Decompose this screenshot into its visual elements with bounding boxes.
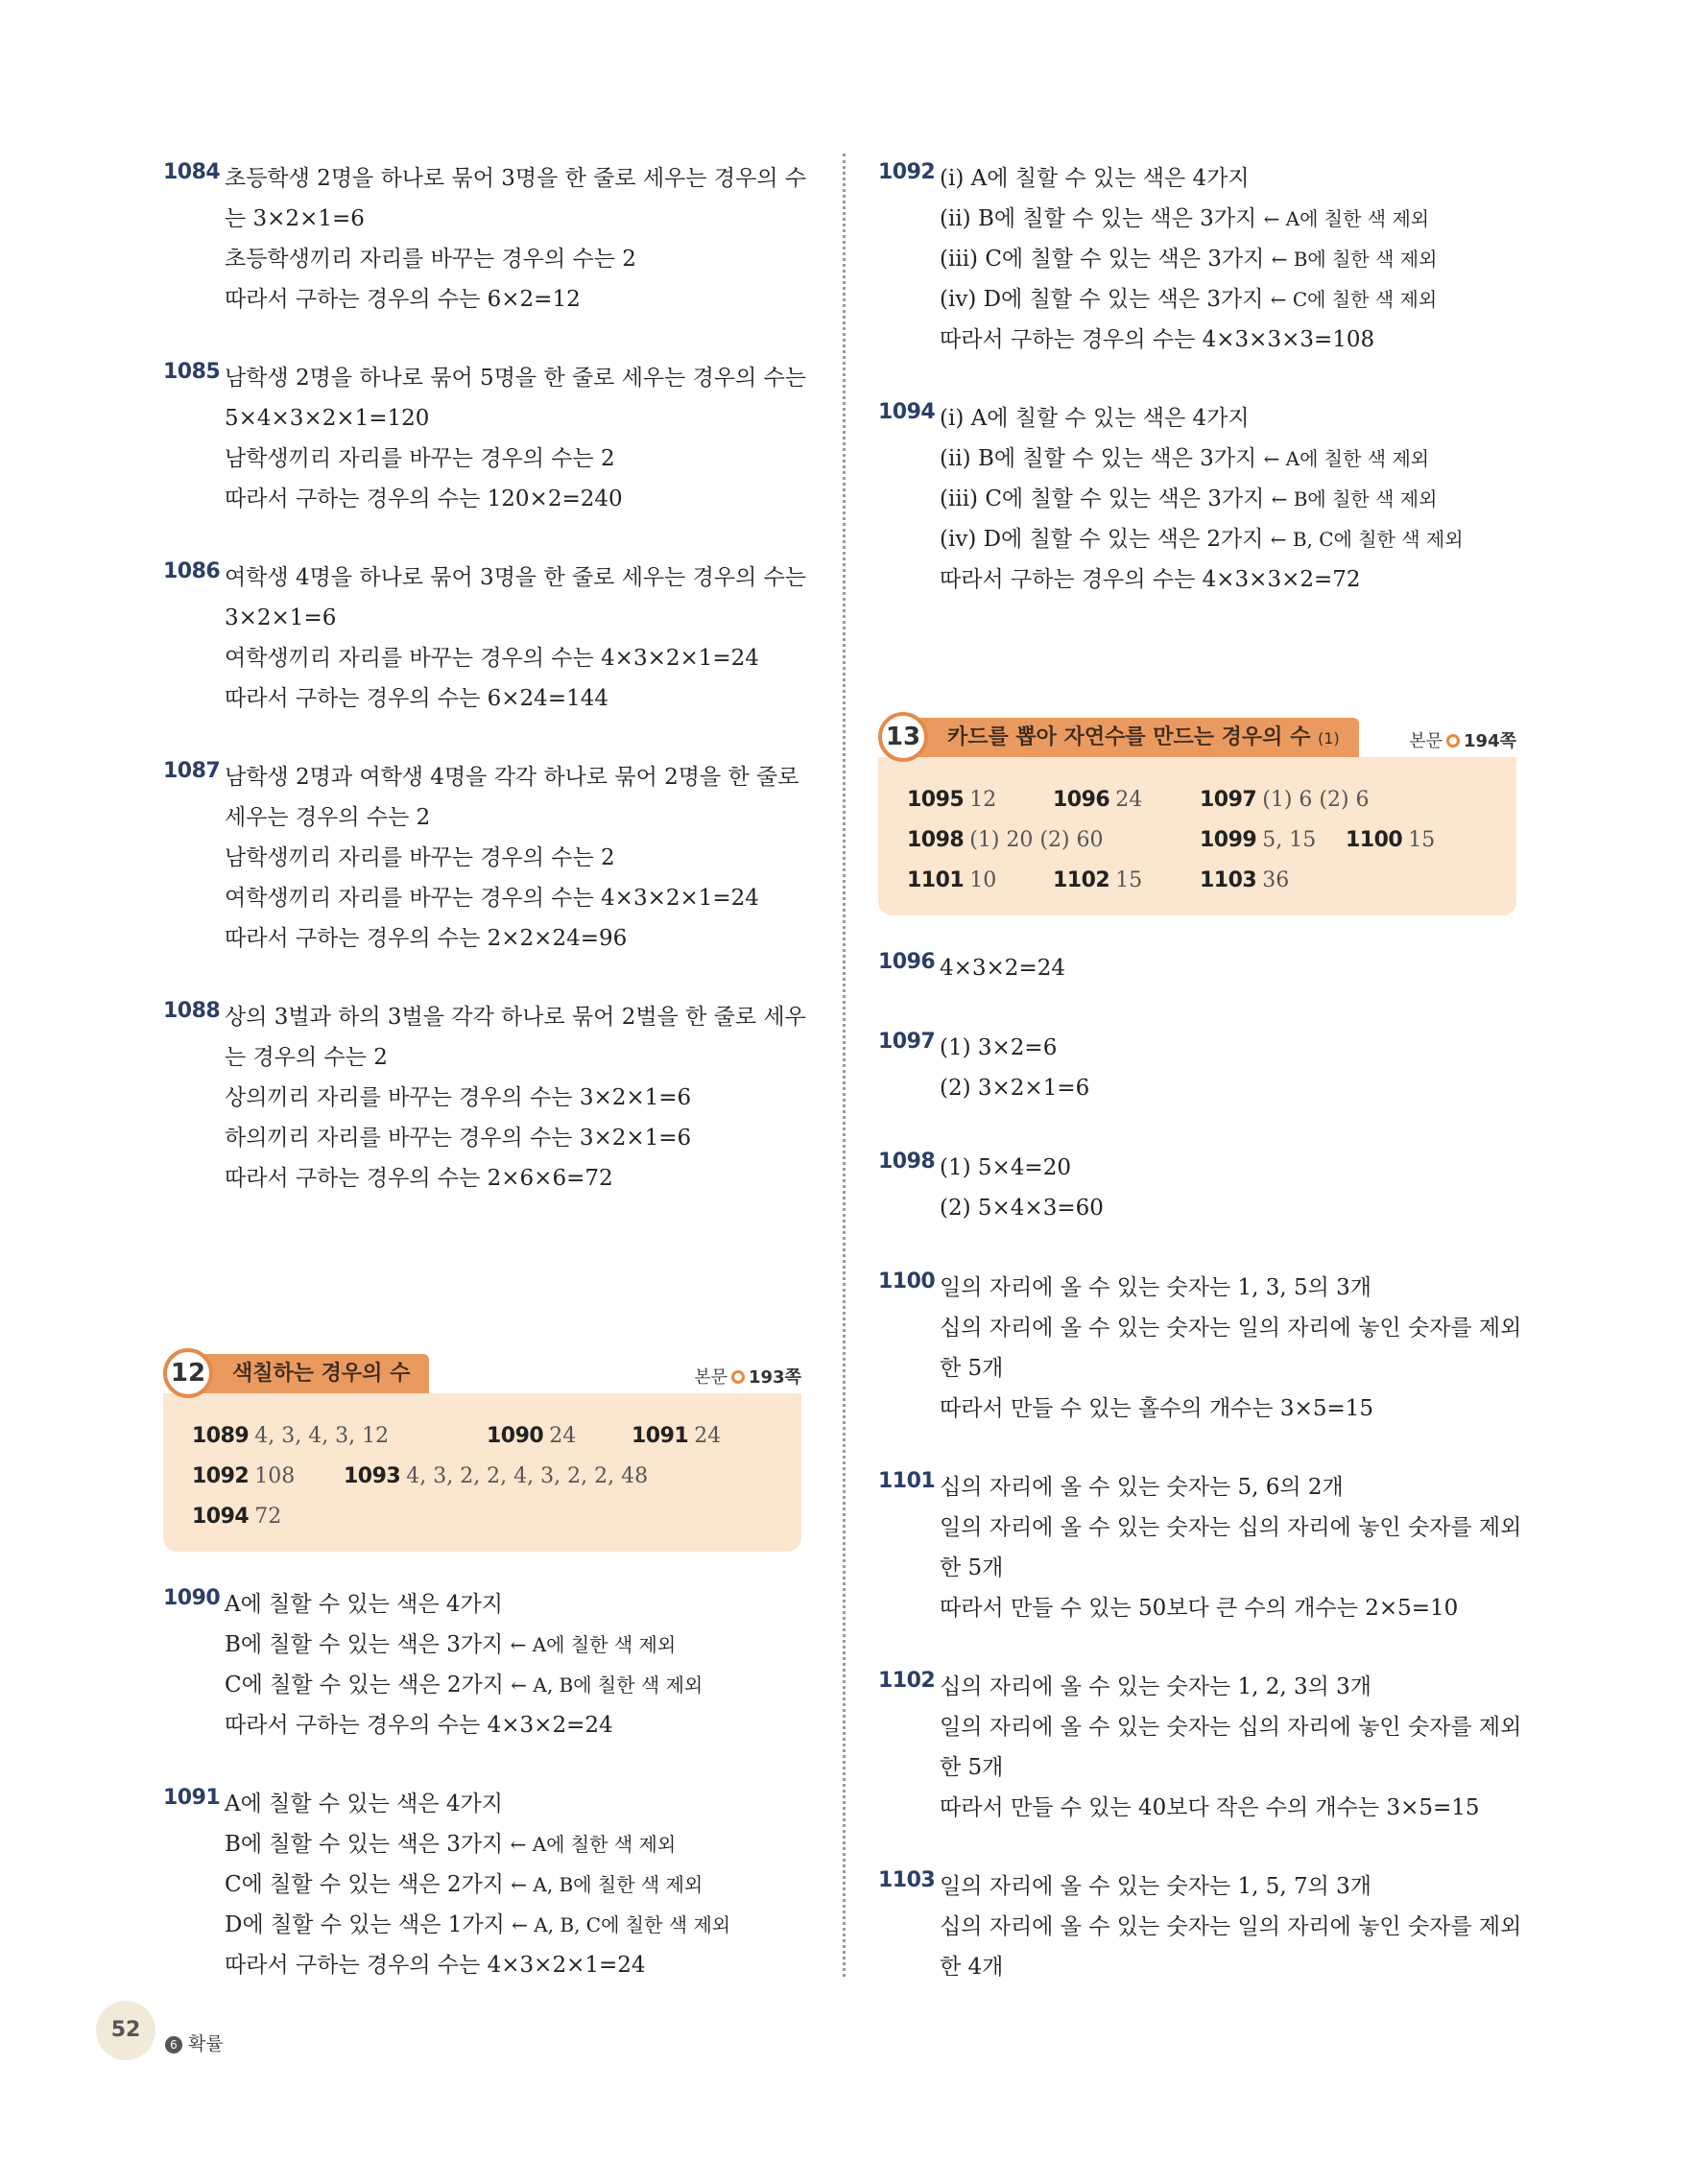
line-text: B에 칠할 수 있는 색은 3가지 bbox=[225, 1832, 504, 1857]
answer-value: 15 bbox=[1115, 868, 1143, 892]
answer-number: 1094 bbox=[192, 1505, 250, 1529]
answer-number: 1098 bbox=[907, 828, 965, 852]
line-text: A에 칠할 수 있는 색은 4가지 bbox=[225, 1592, 503, 1617]
solution-line bbox=[225, 1784, 816, 1824]
problem-1096 bbox=[878, 948, 1531, 988]
solution-line: 남학생 2명과 여학생 4명을 각각 하나로 묶어 2명을 한 줄로 bbox=[225, 765, 799, 790]
section-number: 13 bbox=[878, 712, 928, 762]
section-13-answers bbox=[878, 757, 1516, 915]
section-page-ref bbox=[694, 1364, 801, 1389]
answer-number: 1101 bbox=[907, 868, 965, 892]
problem-1088 bbox=[163, 997, 816, 1199]
answer-item bbox=[1053, 788, 1142, 812]
answer-item bbox=[192, 1464, 295, 1488]
answer-item bbox=[344, 1464, 648, 1488]
solution-line bbox=[940, 398, 1531, 439]
answer-item bbox=[1200, 868, 1289, 892]
section-title-text: 색칠하는 경우의 수 bbox=[232, 1362, 411, 1386]
problem-1098 bbox=[878, 1148, 1531, 1228]
line-text: B에 칠할 수 있는 색은 3가지 bbox=[225, 1632, 504, 1657]
answer-item bbox=[1053, 868, 1142, 892]
problem-1094 bbox=[878, 398, 1531, 600]
answer-value: 12 bbox=[969, 788, 997, 812]
solution-line: 4×3×2=24 bbox=[940, 956, 1065, 981]
line-text: D에 칠할 수 있는 색은 1가지 bbox=[225, 1912, 505, 1937]
solution-line: (1) 3×2=6 bbox=[940, 1035, 1058, 1060]
line-text: 따라서 구하는 경우의 수는 4×3×3×3=108 bbox=[940, 327, 1375, 352]
answer-number: 1091 bbox=[632, 1424, 689, 1448]
solution-line: 초등학생끼리 자리를 바꾸는 경우의 수는 2 bbox=[225, 247, 636, 272]
section-title-suffix: (1) bbox=[1318, 729, 1340, 748]
solution-line: 여학생끼리 자리를 바꾸는 경우의 수는 4×3×2×1=24 bbox=[225, 646, 759, 671]
answer-value: 10 bbox=[969, 868, 997, 892]
answer-item bbox=[1346, 828, 1435, 852]
chapter-number-icon: 6 bbox=[165, 2036, 182, 2053]
problem-1102 bbox=[878, 1667, 1531, 1828]
answer-value: 24 bbox=[694, 1424, 722, 1448]
solution-line: 일의 자리에 올 수 있는 숫자는 1, 5, 7의 3개 bbox=[940, 1874, 1372, 1899]
solution-line: 십의 자리에 올 수 있는 숫자는 5, 6의 2개 bbox=[940, 1475, 1344, 1500]
solution-line: 십의 자리에 올 수 있는 숫자는 일의 자리에 놓인 숫자를 제외 bbox=[940, 1316, 1522, 1341]
solution-line: 남학생끼리 자리를 바꾸는 경우의 수는 2 bbox=[225, 845, 615, 870]
section-page-ref bbox=[1409, 727, 1516, 752]
problem-number: 1092 bbox=[878, 160, 936, 184]
problem-number: 1097 bbox=[878, 1030, 936, 1054]
answer-value: (1) 20 (2) 60 bbox=[969, 828, 1104, 852]
answer-value: 24 bbox=[549, 1424, 577, 1448]
solution-line: 남학생 2명을 하나로 묶어 5명을 한 줄로 세우는 경우의 수는 bbox=[225, 366, 807, 391]
solution-line: 따라서 구하는 경우의 수는 2×6×6=72 bbox=[225, 1166, 613, 1191]
solution-line: 일의 자리에 올 수 있는 숫자는 십의 자리에 놓인 숫자를 제외 bbox=[940, 1715, 1522, 1740]
problem-1097 bbox=[878, 1028, 1531, 1108]
line-note: ← C에 칠한 색 제외 bbox=[1270, 288, 1438, 311]
solution-line bbox=[225, 1945, 816, 1985]
solution-line: 한 5개 bbox=[940, 1356, 1004, 1381]
line-note: ← A에 칠한 색 제외 bbox=[510, 1833, 677, 1856]
problem-number: 1103 bbox=[878, 1868, 936, 1892]
line-note: ← A, B, C에 칠한 색 제외 bbox=[512, 1913, 731, 1936]
line-note: ← B, C에 칠한 색 제외 bbox=[1270, 528, 1464, 551]
line-text: (ⅲ) C에 칠할 수 있는 색은 3가지 bbox=[940, 487, 1265, 511]
answer-item bbox=[1200, 788, 1370, 812]
line-note: ← A, B에 칠한 색 제외 bbox=[511, 1873, 703, 1896]
answer-number: 1093 bbox=[344, 1464, 401, 1488]
solution-line bbox=[225, 1824, 816, 1864]
solution-line bbox=[940, 279, 1531, 320]
solution-line: 세우는 경우의 수는 2 bbox=[225, 805, 431, 830]
answer-value: 4, 3, 2, 2, 4, 3, 2, 2, 48 bbox=[406, 1464, 649, 1488]
problem-number: 1102 bbox=[878, 1669, 936, 1693]
line-text: (ⅲ) C에 칠할 수 있는 색은 3가지 bbox=[940, 247, 1265, 272]
column-divider bbox=[843, 154, 846, 1977]
line-text: (ⅰ) A에 칠할 수 있는 색은 4가지 bbox=[940, 406, 1250, 431]
problem-1101 bbox=[878, 1467, 1531, 1628]
problem-number: 1101 bbox=[878, 1469, 936, 1493]
answer-value: 72 bbox=[254, 1505, 282, 1529]
line-text: (ⅳ) D에 칠할 수 있는 색은 2가지 bbox=[940, 527, 1264, 552]
answer-value: 4, 3, 4, 3, 12 bbox=[254, 1424, 390, 1448]
answer-value: 15 bbox=[1408, 828, 1436, 852]
solution-line: 하의끼리 자리를 바꾸는 경우의 수는 3×2×1=6 bbox=[225, 1126, 692, 1151]
line-text: (ⅳ) D에 칠할 수 있는 색은 3가지 bbox=[940, 287, 1264, 312]
answer-value: 24 bbox=[1115, 788, 1143, 812]
line-text: A에 칠할 수 있는 색은 4가지 bbox=[225, 1792, 503, 1816]
section-number: 12 bbox=[163, 1348, 213, 1398]
ref-label: 본문 bbox=[694, 1367, 728, 1388]
section-title bbox=[186, 1354, 429, 1394]
solution-line: 따라서 만들 수 있는 홀수의 개수는 3×5=15 bbox=[940, 1396, 1373, 1421]
section-title bbox=[901, 718, 1359, 758]
problem-number: 1084 bbox=[163, 160, 221, 184]
answer-value: 108 bbox=[254, 1464, 296, 1488]
problem-number: 1087 bbox=[163, 759, 221, 783]
ref-label: 본문 bbox=[1409, 731, 1443, 751]
solution-line: 상의끼리 자리를 바꾸는 경우의 수는 3×2×1=6 bbox=[225, 1085, 692, 1110]
problem-number: 1091 bbox=[163, 1786, 221, 1810]
solution-line: 따라서 구하는 경우의 수는 120×2=240 bbox=[225, 487, 623, 511]
problem-1087 bbox=[163, 757, 816, 959]
answer-item bbox=[907, 788, 996, 812]
answer-number: 1096 bbox=[1053, 788, 1110, 812]
solution-line bbox=[225, 1705, 816, 1745]
solution-line bbox=[940, 239, 1531, 279]
chapter-label bbox=[165, 2030, 224, 2055]
problem-number: 1086 bbox=[163, 559, 221, 583]
problem-1092 bbox=[878, 158, 1531, 360]
problem-1103 bbox=[878, 1866, 1531, 1987]
solution-line: 5×4×3×2×1=120 bbox=[225, 406, 430, 431]
answer-value: (1) 6 (2) 6 bbox=[1262, 788, 1370, 812]
answer-value: 5, 15 bbox=[1262, 828, 1317, 852]
line-note: ← A, B에 칠한 색 제외 bbox=[511, 1674, 703, 1697]
solution-line: 상의 3벌과 하의 3벌을 각각 하나로 묶어 2벌을 한 줄로 세우 bbox=[225, 1005, 806, 1030]
problem-number: 1096 bbox=[878, 950, 936, 974]
solution-line bbox=[940, 320, 1531, 360]
problem-1091 bbox=[163, 1784, 816, 1985]
line-note: ← A에 칠한 색 제외 bbox=[1263, 207, 1430, 230]
problem-1090 bbox=[163, 1584, 816, 1745]
solution-line bbox=[225, 1665, 816, 1705]
solution-line bbox=[940, 559, 1531, 600]
answer-item bbox=[192, 1505, 281, 1529]
answer-number: 1100 bbox=[1346, 828, 1403, 852]
problem-1086 bbox=[163, 558, 816, 719]
solution-line bbox=[940, 439, 1531, 479]
answer-item bbox=[907, 828, 1104, 852]
solution-line: 는 경우의 수는 2 bbox=[225, 1045, 388, 1070]
answer-value: 36 bbox=[1262, 868, 1290, 892]
problem-number: 1088 bbox=[163, 999, 221, 1023]
answer-number: 1103 bbox=[1200, 868, 1257, 892]
answer-number: 1099 bbox=[1200, 828, 1257, 852]
answer-item bbox=[632, 1424, 721, 1448]
answer-item bbox=[192, 1424, 389, 1448]
solution-line: 여학생 4명을 하나로 묶어 3명을 한 줄로 세우는 경우의 수는 bbox=[225, 565, 807, 590]
solution-line: 따라서 구하는 경우의 수는 6×2=12 bbox=[225, 287, 581, 312]
answer-item bbox=[907, 868, 996, 892]
solution-line bbox=[940, 479, 1531, 519]
solution-line: 십의 자리에 올 수 있는 숫자는 1, 2, 3의 3개 bbox=[940, 1674, 1372, 1699]
solution-line bbox=[225, 1584, 816, 1625]
solution-line bbox=[225, 1905, 816, 1945]
answer-number: 1097 bbox=[1200, 788, 1257, 812]
solution-line: 한 5개 bbox=[940, 1555, 1004, 1580]
line-text: (ⅱ) B에 칠할 수 있는 색은 3가지 bbox=[940, 206, 1257, 231]
solution-line: 남학생끼리 자리를 바꾸는 경우의 수는 2 bbox=[225, 446, 615, 471]
line-text: C에 칠할 수 있는 색은 2가지 bbox=[225, 1673, 504, 1697]
solution-line: 여학생끼리 자리를 바꾸는 경우의 수는 4×3×2×1=24 bbox=[225, 886, 759, 911]
solution-line bbox=[225, 1864, 816, 1905]
line-note: ← A에 칠한 색 제외 bbox=[510, 1633, 677, 1656]
answer-number: 1102 bbox=[1053, 868, 1110, 892]
problem-number: 1085 bbox=[163, 360, 221, 384]
answer-number: 1089 bbox=[192, 1424, 250, 1448]
solution-line: 일의 자리에 올 수 있는 숫자는 십의 자리에 놓인 숫자를 제외 bbox=[940, 1515, 1522, 1540]
answer-item bbox=[487, 1424, 576, 1448]
solution-line bbox=[940, 158, 1531, 199]
line-note: ← B에 칠한 색 제외 bbox=[1271, 248, 1438, 271]
solution-line: (2) 5×4×3=60 bbox=[940, 1196, 1104, 1221]
solution-line: 따라서 구하는 경우의 수는 2×2×24=96 bbox=[225, 926, 628, 951]
answer-number: 1090 bbox=[487, 1424, 544, 1448]
line-text: C에 칠할 수 있는 색은 2가지 bbox=[225, 1872, 504, 1897]
solution-line bbox=[940, 519, 1531, 559]
section-title-text: 카드를 뽑아 자연수를 만드는 경우의 수 bbox=[947, 725, 1311, 749]
problem-1085 bbox=[163, 358, 816, 519]
problem-1084 bbox=[163, 158, 816, 320]
line-text: 따라서 구하는 경우의 수는 4×3×2=24 bbox=[225, 1713, 613, 1738]
line-text: 따라서 구하는 경우의 수는 4×3×3×2=72 bbox=[940, 567, 1361, 592]
ref-page: 194쪽 bbox=[1464, 731, 1516, 751]
arrow-icon bbox=[1446, 734, 1460, 748]
solution-line: 따라서 구하는 경우의 수는 6×24=144 bbox=[225, 686, 608, 711]
solution-line: 는 3×2×1=6 bbox=[225, 206, 365, 231]
solution-line bbox=[225, 1625, 816, 1665]
answer-item bbox=[1200, 828, 1316, 852]
solution-line: 십의 자리에 올 수 있는 숫자는 일의 자리에 놓인 숫자를 제외 bbox=[940, 1914, 1522, 1939]
solution-line: 한 5개 bbox=[940, 1755, 1004, 1780]
solution-line bbox=[940, 199, 1531, 239]
solution-line: 초등학생 2명을 하나로 묶어 3명을 한 줄로 세우는 경우의 수 bbox=[225, 166, 807, 191]
problem-1100 bbox=[878, 1268, 1531, 1429]
problem-number: 1094 bbox=[878, 400, 936, 424]
line-text: (ⅱ) B에 칠할 수 있는 색은 3가지 bbox=[940, 446, 1257, 471]
line-note: ← B에 칠한 색 제외 bbox=[1271, 487, 1438, 510]
solution-line: 3×2×1=6 bbox=[225, 605, 337, 630]
solution-line: (2) 3×2×1=6 bbox=[940, 1076, 1090, 1101]
chapter-title: 확률 bbox=[188, 2033, 224, 2054]
section-12-answers bbox=[163, 1393, 801, 1552]
page-number: 52 bbox=[96, 2001, 155, 2060]
line-text: 따라서 구하는 경우의 수는 4×3×2×1=24 bbox=[225, 1953, 646, 1978]
solution-line: 따라서 만들 수 있는 40보다 작은 수의 개수는 3×5=15 bbox=[940, 1795, 1480, 1820]
answer-number: 1092 bbox=[192, 1464, 250, 1488]
solution-line: (1) 5×4=20 bbox=[940, 1155, 1071, 1180]
ref-page: 193쪽 bbox=[749, 1367, 801, 1388]
solution-line: 일의 자리에 올 수 있는 숫자는 1, 3, 5의 3개 bbox=[940, 1275, 1372, 1300]
arrow-icon bbox=[731, 1370, 745, 1384]
problem-number: 1090 bbox=[163, 1586, 221, 1610]
line-note: ← A에 칠한 색 제외 bbox=[1263, 447, 1430, 470]
problem-number: 1098 bbox=[878, 1150, 936, 1174]
line-text: (ⅰ) A에 칠할 수 있는 색은 4가지 bbox=[940, 166, 1250, 191]
problem-number: 1100 bbox=[878, 1270, 936, 1294]
answer-number: 1095 bbox=[907, 788, 965, 812]
solution-line: 한 4개 bbox=[940, 1955, 1004, 1980]
solution-line: 따라서 만들 수 있는 50보다 큰 수의 개수는 2×5=10 bbox=[940, 1596, 1459, 1621]
